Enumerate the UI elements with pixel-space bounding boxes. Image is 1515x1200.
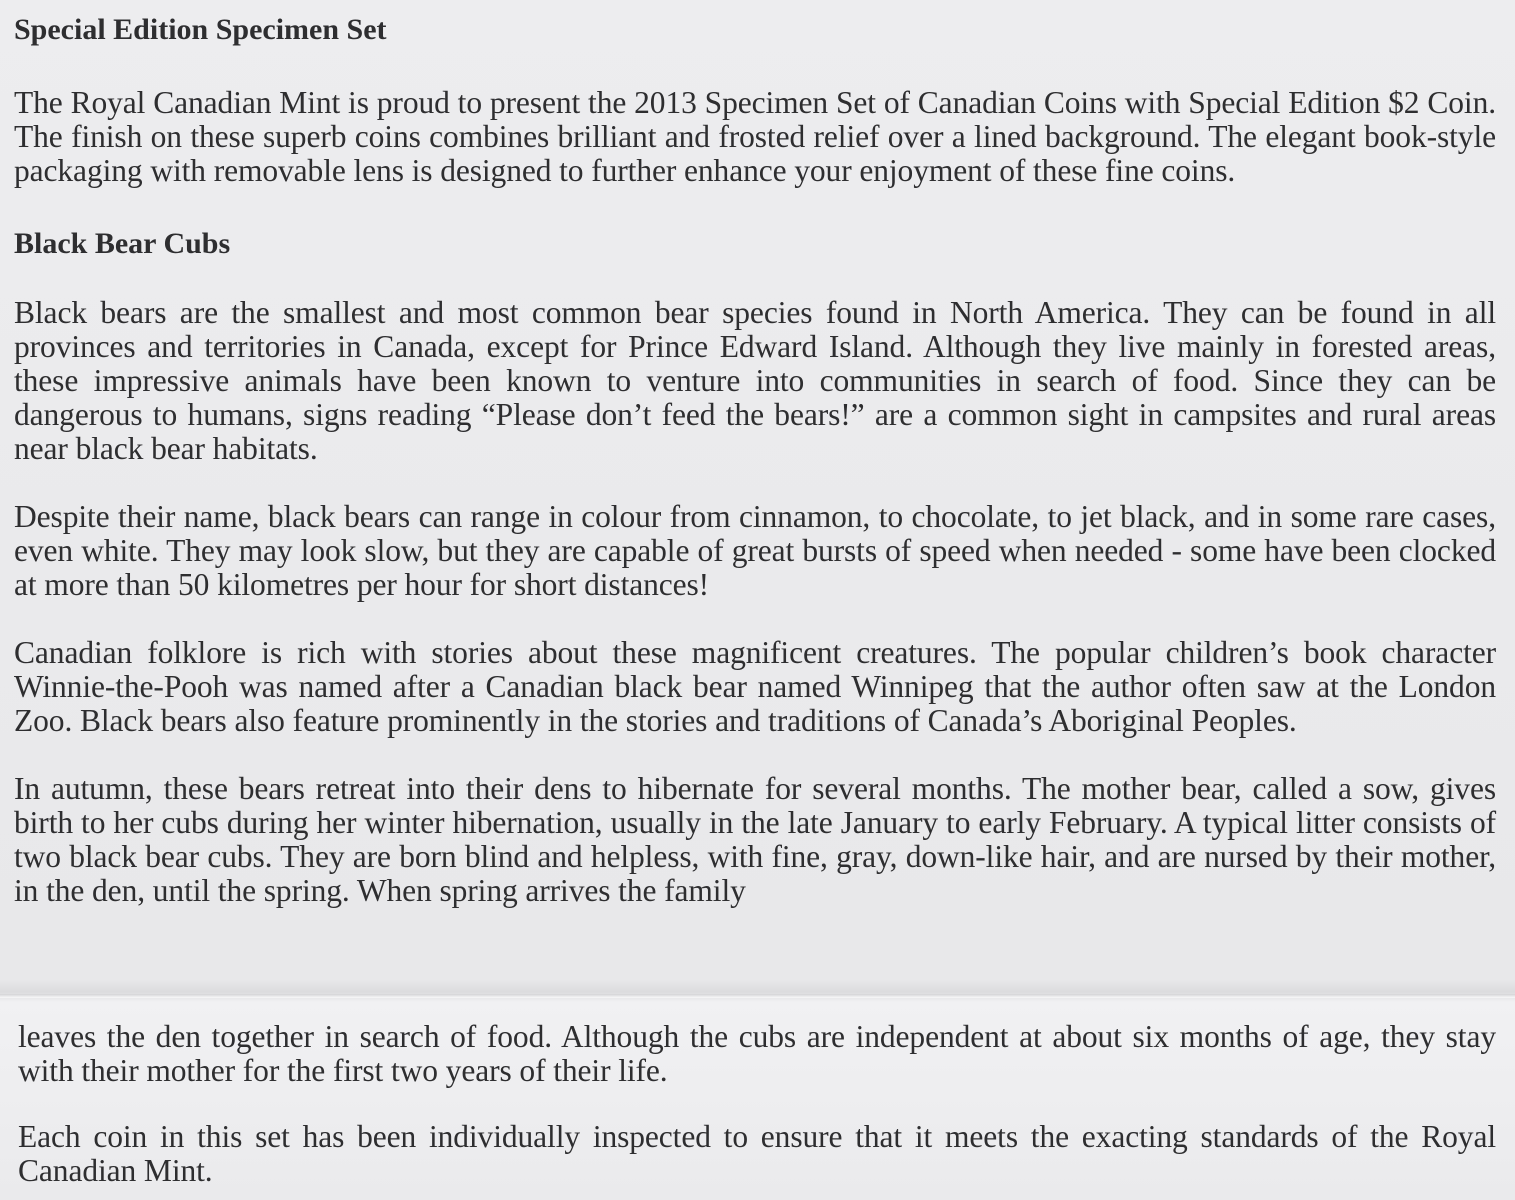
paragraph-habitat: Black bears are the smallest and most common bear species found in North America. They can be found in all provinces and territories in Canada, except for Prince Edward Island. Although they live mainly in forested areas, these impressive animals have been known to venture into communities in search of food. Since they can be dangerous to humans, signs reading “Please don’t feed the bears!” are a common sight in campsites and rural areas near black bear habitats. <box>14 295 1496 466</box>
paper-fold-line <box>0 994 1515 998</box>
document-body-bottom <box>18 1020 1496 1200</box>
paragraph-hibernation-continued: leaves the den together in search of food. Although the cubs are independent at about six months of age, they stay with their mother for the first two years of their life. <box>18 1019 1496 1088</box>
section-heading: Black Bear Cubs <box>14 227 231 260</box>
paragraph-hibernation: In autumn, these bears retreat into their dens to hibernate for several months. The mother bear, called a sow, gives birth to her cubs during her winter hibernation, usually in the late January to early February. A typical litter consists of two black bear cubs. They are born blind and helpless, with fine, gray, down-like hair, and are nursed by their mother, in the den, until the spring. When spring arrives the family <box>14 771 1496 908</box>
paragraph-colour: Despite their name, black bears can range in colour from cinnamon, to chocolate, to jet black, and in some rare cases, even white. They may look slow, but they are capable of great bursts of speed when needed - some have been clocked at more than 50 kilometres per hour for short distances! <box>14 499 1496 602</box>
paragraph-inspection: Each coin in this set has been individually inspected to ensure that it meets the exacting standards of the Royal Canadian Mint. <box>18 1119 1496 1188</box>
intro-paragraph: The Royal Canadian Mint is proud to present the 2013 Specimen Set of Canadian Coins with Special Edition $2 Coin. The finish on these superb coins combines brilliant and frosted relief over a lined background. The elegant book-style packaging with removable lens is designed to further enhance your enjoyment of these fine coins. <box>14 85 1496 188</box>
paragraph-folklore: Canadian folklore is rich with stories about these magnificent creatures. The popular children’s book character Winnie-the-Pooh was named after a Canadian black bear named Winnipeg that the author often saw at the London Zoo. Black bears also feature prominently in the stories and traditions of Canada’s Aboriginal Peoples. <box>14 635 1496 738</box>
document-body-top <box>14 8 1496 942</box>
document-title: Special Edition Specimen Set <box>14 13 387 46</box>
